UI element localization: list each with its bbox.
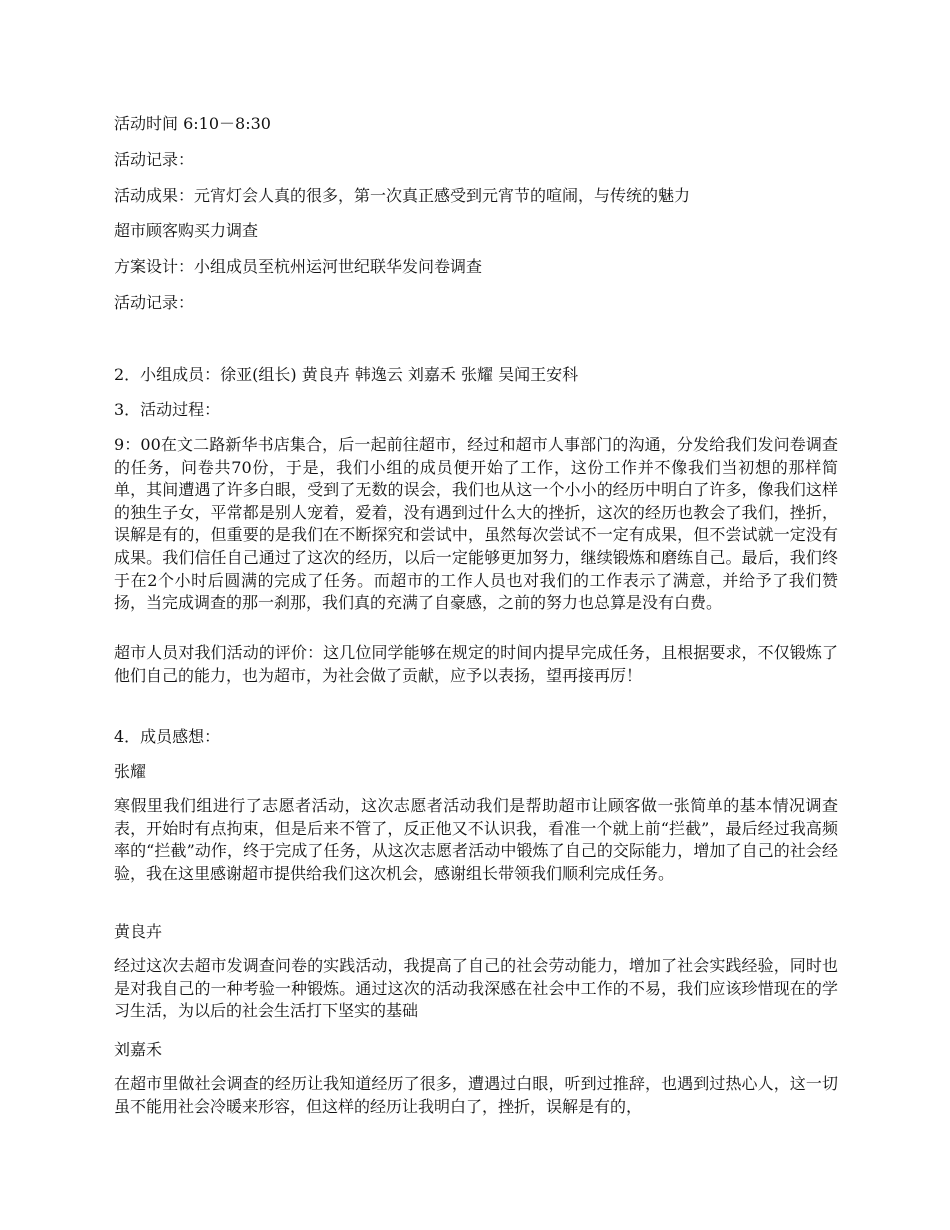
plan-design: 方案设计：小组成员至杭州运河世纪联华发问卷调查: [114, 257, 483, 276]
survey-title: 超市顾客购买力调查: [114, 221, 259, 240]
activity-time: 活动时间 6:10－8:30: [114, 114, 271, 133]
activity-result: 活动成果：元宵灯会人真的很多，第一次真正感受到元宵节的喧闹，与传统的魅力: [114, 186, 691, 205]
zhang-paragraph: 寒假里我们组进行了志愿者活动，这次志愿者活动我们是帮助超市让顾客做一张简单的基本情况调查表，开始时有点拘束，但是后来不管了，反正他又不认识我，看准一个就上前“拦截”，最后经过我高频率的“拦截”动作，终于完成了任务，从这次志愿者活动中锻炼了自己的交际能力，增加了自己的社会经验，我在这里感谢超市提供给我们这次机会，感谢组长带领我们顺利完成任务。: [114, 796, 838, 883]
process-paragraph: 9：00在文二路新华书店集合，后一起前往超市，经过和超市人事部门的沟通，分发给我们发问卷调查的任务，问卷共70份，于是，我们小组的成员便开始了工作，这份工作并不像我们当初想的那样简单，其间遭遇了许多白眼，受到了无数的误会，我们也从这一个小小的经历中明白了许多，像我们这样的独生子女，平常都是别人宠着，爱着，没有遇到过什么大的挫折，这次的经历也教会了我们，挫折，误解是有的，但重要的是我们在不断探究和尝试中，虽然每次尝试不一定有成果，但不尝试就一定没有成果。我们信任自己通过了这次的经历，以后一定能够更加努力，继续锻炼和磨练自己。最后，我们终于在2个小时后圆满的完成了任务。而超市的工作人员也对我们的工作表示了满意，并给予了我们赞扬，当完成调查的那一刹那，我们真的充满了自豪感，之前的努力也总算是没有白费。: [114, 435, 838, 613]
feelings-heading: 4．成员感想：: [114, 727, 221, 746]
activity-record-label-2: 活动记录：: [114, 293, 195, 312]
member-name-zhang: 张耀: [114, 762, 147, 781]
evaluation-paragraph: 超市人员对我们活动的评价：这几位同学能够在规定的时间内提早完成任务，且根据要求，不仅锻炼了他们自己的能力，也为超市，为社会做了贡献，应予以表扬，望再接再厉！: [114, 643, 838, 685]
member-name-liu: 刘嘉禾: [114, 1040, 163, 1059]
group-members: 2．小组成员：徐亚(组长) 黄良卉 韩逸云 刘嘉禾 张耀 吴闻王安科: [114, 365, 579, 384]
process-heading: 3．活动过程：: [114, 400, 221, 419]
liu-paragraph: 在超市里做社会调查的经历让我知道经历了很多，遭遇过白眼，听到过推辞，也遇到过热心人，这一切虽不能用社会冷暖来形容，但这样的经历让我明白了，挫折，误解是有的，: [114, 1074, 838, 1116]
member-name-huang: 黄良卉: [114, 922, 163, 941]
huang-paragraph: 经过这次去超市发调查问卷的实践活动，我提高了自己的社会劳动能力，增加了社会实践经验，同时也是对我自己的一种考验一种锻炼。通过这次的活动我深感在社会中工作的不易，我们应该珍惜现在的学习生活，为以后的社会生活打下坚实的基础: [114, 956, 838, 1021]
activity-record-label: 活动记录：: [114, 150, 195, 169]
